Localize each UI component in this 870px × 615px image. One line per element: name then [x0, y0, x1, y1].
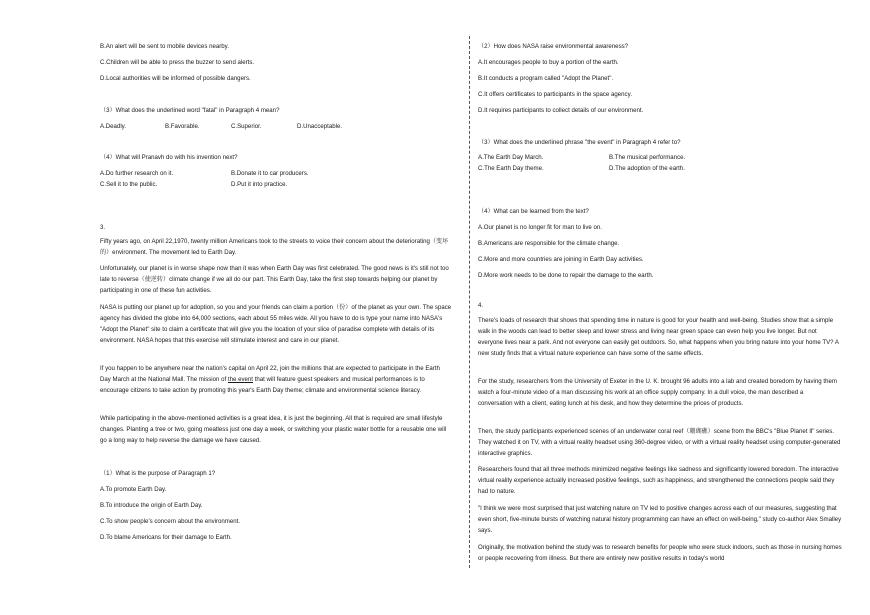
q4-option-a: A.Do further research on it.	[100, 170, 174, 177]
paragraph-2: For the study, researchers from the University of Exeter in the U. K. brought 96 adults into a lab and created boredom by having them watch a four-minute video of a man discussing his work at an office supply company. In a dull voice, the man described a conversation with a client, eating lunch at his desk, and how they determine the prices of products.	[478, 378, 837, 407]
passage-number: 4.	[478, 302, 484, 309]
q2-option-b: B.An alert will be sent to mobile devices nearby.	[100, 43, 229, 50]
q4-option-c: C.More and more countries are joining in Earth Day activities.	[478, 256, 644, 263]
q4-option-d: D.Put it into practice.	[231, 181, 288, 188]
q4-option-d: D.More work needs to be done to repair the damage to the earth.	[478, 272, 654, 279]
paragraph-4: Researchers found that all three methods minimized negative feelings like sadness and significantly lowered boredom. The interactive virtual reality experience actually increased positive feelings, such as happiness, and strengthened the connections people said they had to nature.	[478, 466, 839, 495]
q1-option-b: B.To introduce the origin of Earth Day.	[100, 502, 203, 509]
paragraph-1: Fifty years ago, on April 22,1970, twenty million Americans took to the streets to voice their concern about the deteriorating（变坏的）environment. The movement led to Earth Day.	[100, 238, 449, 256]
paragraph-5: "I think we were most surprised that just watching nature on TV led to positive changes across each of our measures, suggesting that even short, five-minute bursts of watching natural history programming can have an effect on well-being," study co-author Alex Smalley says.	[478, 505, 842, 534]
q1-option-c: C.To show people's concern about the environment.	[100, 518, 241, 525]
passage-number: 3.	[100, 224, 106, 231]
q1-stem: （1）What is the purpose of Paragraph 1?	[100, 470, 216, 477]
q4-option-b: B.Donate it to car producers.	[231, 170, 309, 177]
q4-option-a: A.Our planet is no longer fit for man to live on.	[478, 224, 602, 231]
paragraph-3: NASA is putting our planet up for adoption, so you and your friends can claim a portion（份）of the planet as your own. The space agency has divided the globe into 64,000 sections, each about 55 miles wide. All you have to do is type your name into NASA's "Adopt the Planet" site to claim a certificate that will give you the location of your slice of paradise complete with details of its environment. NASA hopes that this exercise will stimulate interest and care in our planet.	[100, 304, 452, 344]
q4-stem: （4）What can be learned from the text?	[478, 208, 589, 215]
q1-option-a: A.To promote Earth Day.	[100, 486, 167, 493]
q4-stem: （4）What will Pranavh do with his invention next?	[100, 154, 238, 161]
q3-option-d: D.Unacceptable.	[297, 123, 343, 130]
underlined-the-event: the event	[227, 375, 253, 383]
q3-option-c: C.Superior.	[231, 123, 262, 130]
paragraph-6: Originally, the motivation behind the study was to research benefits for people who were stuck indoors, such as those in nursing homes or people recovering from illness. But there are entirely new positive results in today's world	[478, 544, 842, 562]
q1-option-d: D.To blame Americans for their damage to Earth.	[100, 534, 232, 541]
q4-option-c: C.Sell it to the public.	[100, 181, 158, 188]
paragraph-2: Unfortunately, our planet is in worse shape now than it was when Earth Day was first celebrated. The good news is it's still not too late to reverse（使逆转）climate change if we all do our part. This Earth Day, take the first step towards helping our planet by participating in one of these fun activities.	[100, 265, 449, 294]
q2-option-a: A.It encourages people to buy a portion of the earth.	[478, 59, 619, 66]
q3-option-d: D.The adoption of the earth.	[609, 165, 685, 172]
paragraph-3: Then, the study participants experienced scenes of an underwater coral reef（珊瑚礁）scene from the BBC's "Blue Planet Ⅱ" series. They watched it on TV, with a virtual reality headset using 360-degree video, or with a virtual reality headset using computer-generated interactive graphics.	[478, 428, 841, 457]
q2-option-d: D.It requires participants to collect details of our environment.	[478, 107, 644, 114]
q3-stem: （3）What does the underlined phrase "the event" in Paragraph 4 refer to?	[478, 139, 681, 146]
paragraph-1: There's loads of research that shows that spending time in nature is good for your health and well-being. Studies show that a simple walk in the woods can lead to better sleep and lower stress and living near green space can even help you live longer. But not everyone lives near a park. And not everyone can easily get outdoors. So, what happens when you bring nature into your home TV? A new study finds that a virtual nature experience can have some of the same effects.	[478, 317, 839, 357]
paragraph-4-text-end: that will feature guest speakers and musical performances is to encourage citizens to take action by promoting this year's Earth Day theme; climate and environmental science literacy.	[100, 375, 425, 394]
column-divider	[469, 36, 470, 568]
q3-option-a: A.Deadly.	[100, 123, 126, 130]
q2-stem: （2）How does NASA raise environmental awareness?	[478, 43, 629, 50]
q2-option-d: D.Local authorities will be informed of possible dangers.	[100, 75, 251, 82]
q3-option-c: C.The Earth Day theme.	[478, 165, 544, 172]
q2-option-c: C.It offers certificates to participants in the space agency.	[478, 91, 632, 98]
q4-option-b: B.Americans are responsible for the climate change.	[478, 240, 620, 247]
paragraph-5: While participating in the above-mentioned activities is a great idea, it is just the beginning. All that is required are small lifestyle changes. Planting a tree or two, going meatless just one day a week, or switching your plastic water bottle for a reusable one will go a long way to help reverse the damage we have caused.	[100, 415, 447, 444]
paragraph-4-text-start: If you happen to be anywhere near the nation's capital on April 22, join the millions that are expected to participate in the Earth Day March at the National Mall. The mission of	[100, 365, 440, 383]
q3-option-b: B.The musical performance.	[609, 154, 686, 161]
q2-option-c: C.Children will be able to press the buzzer to send alerts.	[100, 59, 255, 66]
q2-option-b: B.It conducts a program called "Adopt the Planet".	[478, 75, 614, 82]
q3-stem: （3）What does the underlined word "fatal" in Paragraph 4 mean?	[100, 107, 280, 114]
paragraph-4	[100, 364, 452, 397]
q3-option-a: A.The Earth Day March.	[478, 154, 544, 161]
q3-option-b: B.Favorable.	[165, 123, 200, 130]
